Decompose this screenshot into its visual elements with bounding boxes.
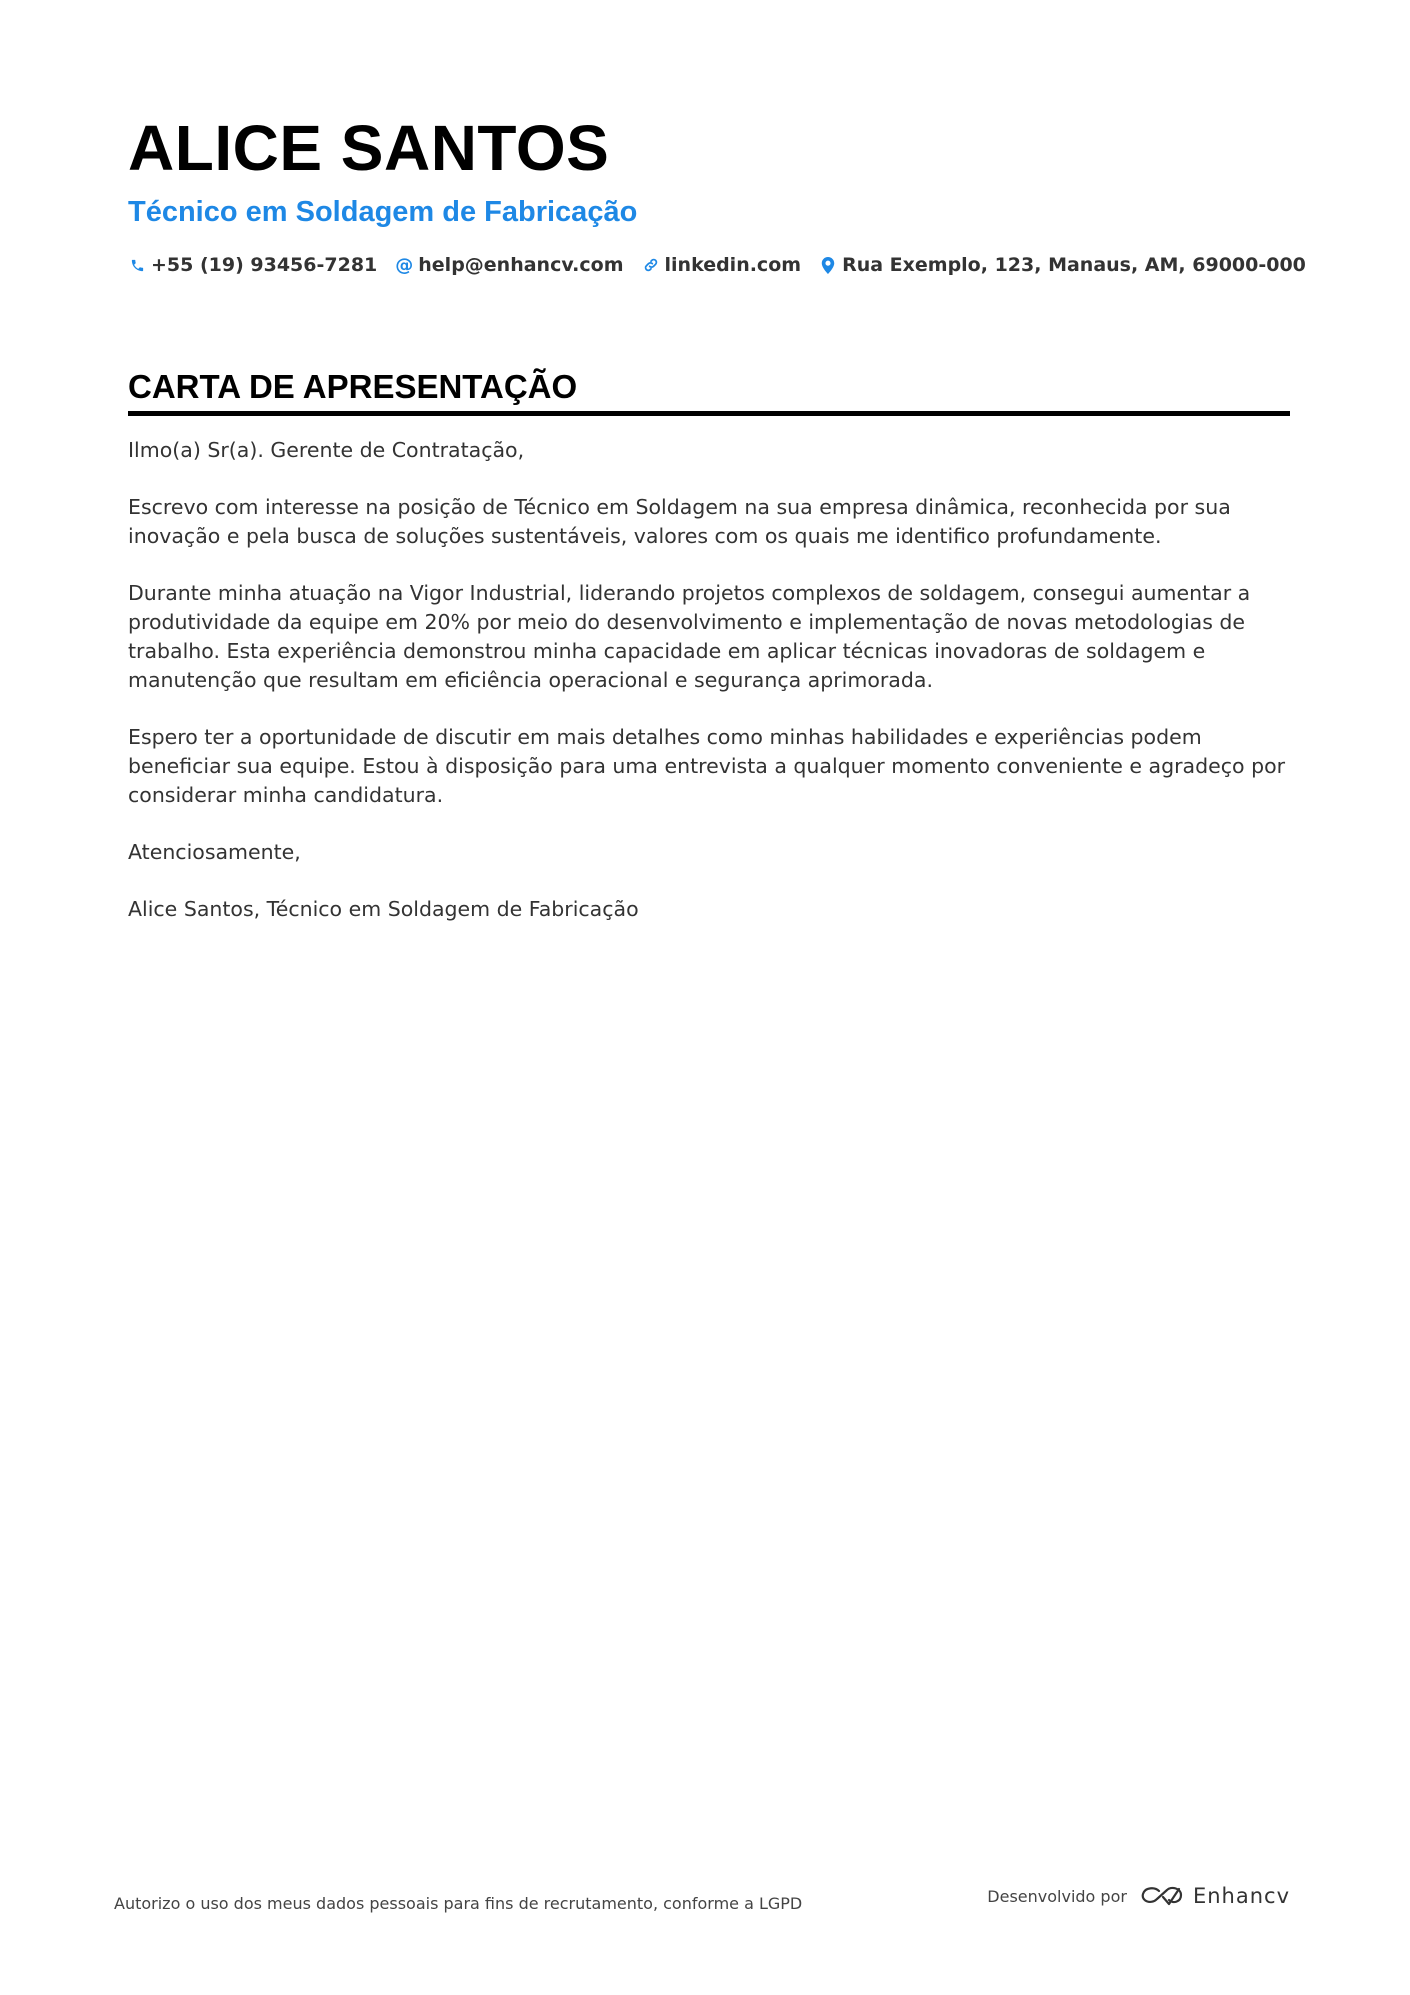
consent-note: Autorizo o uso dos meus dados pessoais para fins de recrutamento, conforme a LGPD [114, 1894, 803, 1913]
contact-bar [128, 254, 1306, 276]
letter-body [128, 436, 1290, 924]
section-title: CARTA DE APRESENTAÇÃO [128, 365, 1290, 416]
letter-signature: Alice Santos, Técnico em Soldagem de Fabricação [128, 897, 639, 921]
letter-paragraph: Durante minha atuação na Vigor Industrial, liderando projetos complexos de soldagem, consegui aumentar a produtividade da equipe em 20% por meio do desenvolvimento e implementação de novas metodologias de trabalho. Esta experiência demonstrou minha capacidade em aplicar técnicas inovadoras de soldagem e manutenção que resultam em eficiência operacional e segurança aprimorada. [128, 581, 1251, 692]
contact-address-text: Rua Exemplo, 123, Manaus, AM, 69000-000 [842, 254, 1306, 276]
contact-linkedin-text: linkedin.com [664, 254, 802, 276]
link-icon [642, 256, 660, 274]
candidate-name: ALICE SANTOS [128, 112, 610, 184]
letter-greeting: Ilmo(a) Sr(a). Gerente de Contratação, [128, 438, 525, 462]
contact-address [819, 254, 1306, 276]
cover-letter-section [128, 365, 1290, 952]
powered-by-label: Desenvolvido por [987, 1886, 1127, 1906]
enhancv-logo-icon [1139, 1884, 1185, 1908]
contact-email-text: help@enhancv.com [418, 254, 624, 276]
contact-phone-text: +55 (19) 93456-7281 [151, 254, 378, 276]
phone-icon [128, 256, 146, 274]
at-icon: @ [395, 254, 414, 276]
letter-paragraph: Espero ter a oportunidade de discutir em mais detalhes como minhas habilidades e experiências podem beneficiar sua equipe. Estou à disposição para uma entrevista a qualquer momento conveniente e agradeço por considerar minha candidatura. [128, 725, 1286, 807]
letter-closing: Atenciosamente, [128, 840, 301, 864]
resume-header [128, 108, 1306, 276]
brand-name: Enhancv [1192, 1884, 1290, 1908]
location-pin-icon [819, 256, 837, 274]
letter-paragraph: Escrevo com interesse na posição de Técnico em Soldagem na sua empresa dinâmica, reconhecida por sua inovação e pela busca de soluções sustentáveis, valores com os quais me identifico profundamente. [128, 495, 1231, 548]
contact-phone[interactable] [128, 254, 377, 276]
contact-linkedin[interactable] [642, 254, 802, 276]
powered-by[interactable] [987, 1884, 1290, 1908]
contact-email[interactable] [395, 254, 623, 276]
job-title: Técnico em Soldagem de Fabricação [128, 196, 638, 228]
